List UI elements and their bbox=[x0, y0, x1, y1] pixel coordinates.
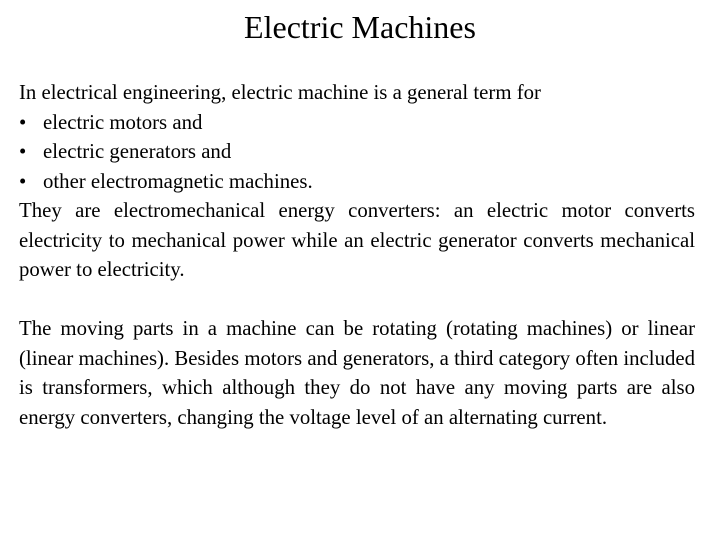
bullet-icon: • bbox=[19, 110, 27, 134]
bullet-item-generators bbox=[19, 137, 695, 167]
bullet-item-electromagnetic bbox=[19, 167, 695, 197]
paragraph-moving-parts: The moving parts in a machine can be rotating (rotating machines) or linear (linear machines). Besides motors and generators, a third category often included is transformers, which although they do not have any moving parts are also energy converters, changing the voltage level of an alternating current. bbox=[19, 317, 695, 429]
slide-body bbox=[19, 78, 695, 432]
bullet-text: electric generators and bbox=[43, 140, 232, 163]
bullet-item-motors bbox=[19, 108, 695, 138]
slide-title: Electric Machines bbox=[244, 9, 476, 45]
bullet-text: electric motors and bbox=[43, 110, 203, 134]
paragraph-converters: They are electromechanical energy converters: an electric motor converts electricity to mechanical power while an electric generator converts mechanical power to electricity. bbox=[19, 199, 695, 281]
bullet-text: other electromagnetic machines. bbox=[43, 169, 313, 193]
bullet-icon: • bbox=[19, 140, 27, 163]
bullet-icon: • bbox=[19, 169, 27, 193]
intro-text: In electrical engineering, electric machine is a general term for bbox=[19, 81, 541, 104]
